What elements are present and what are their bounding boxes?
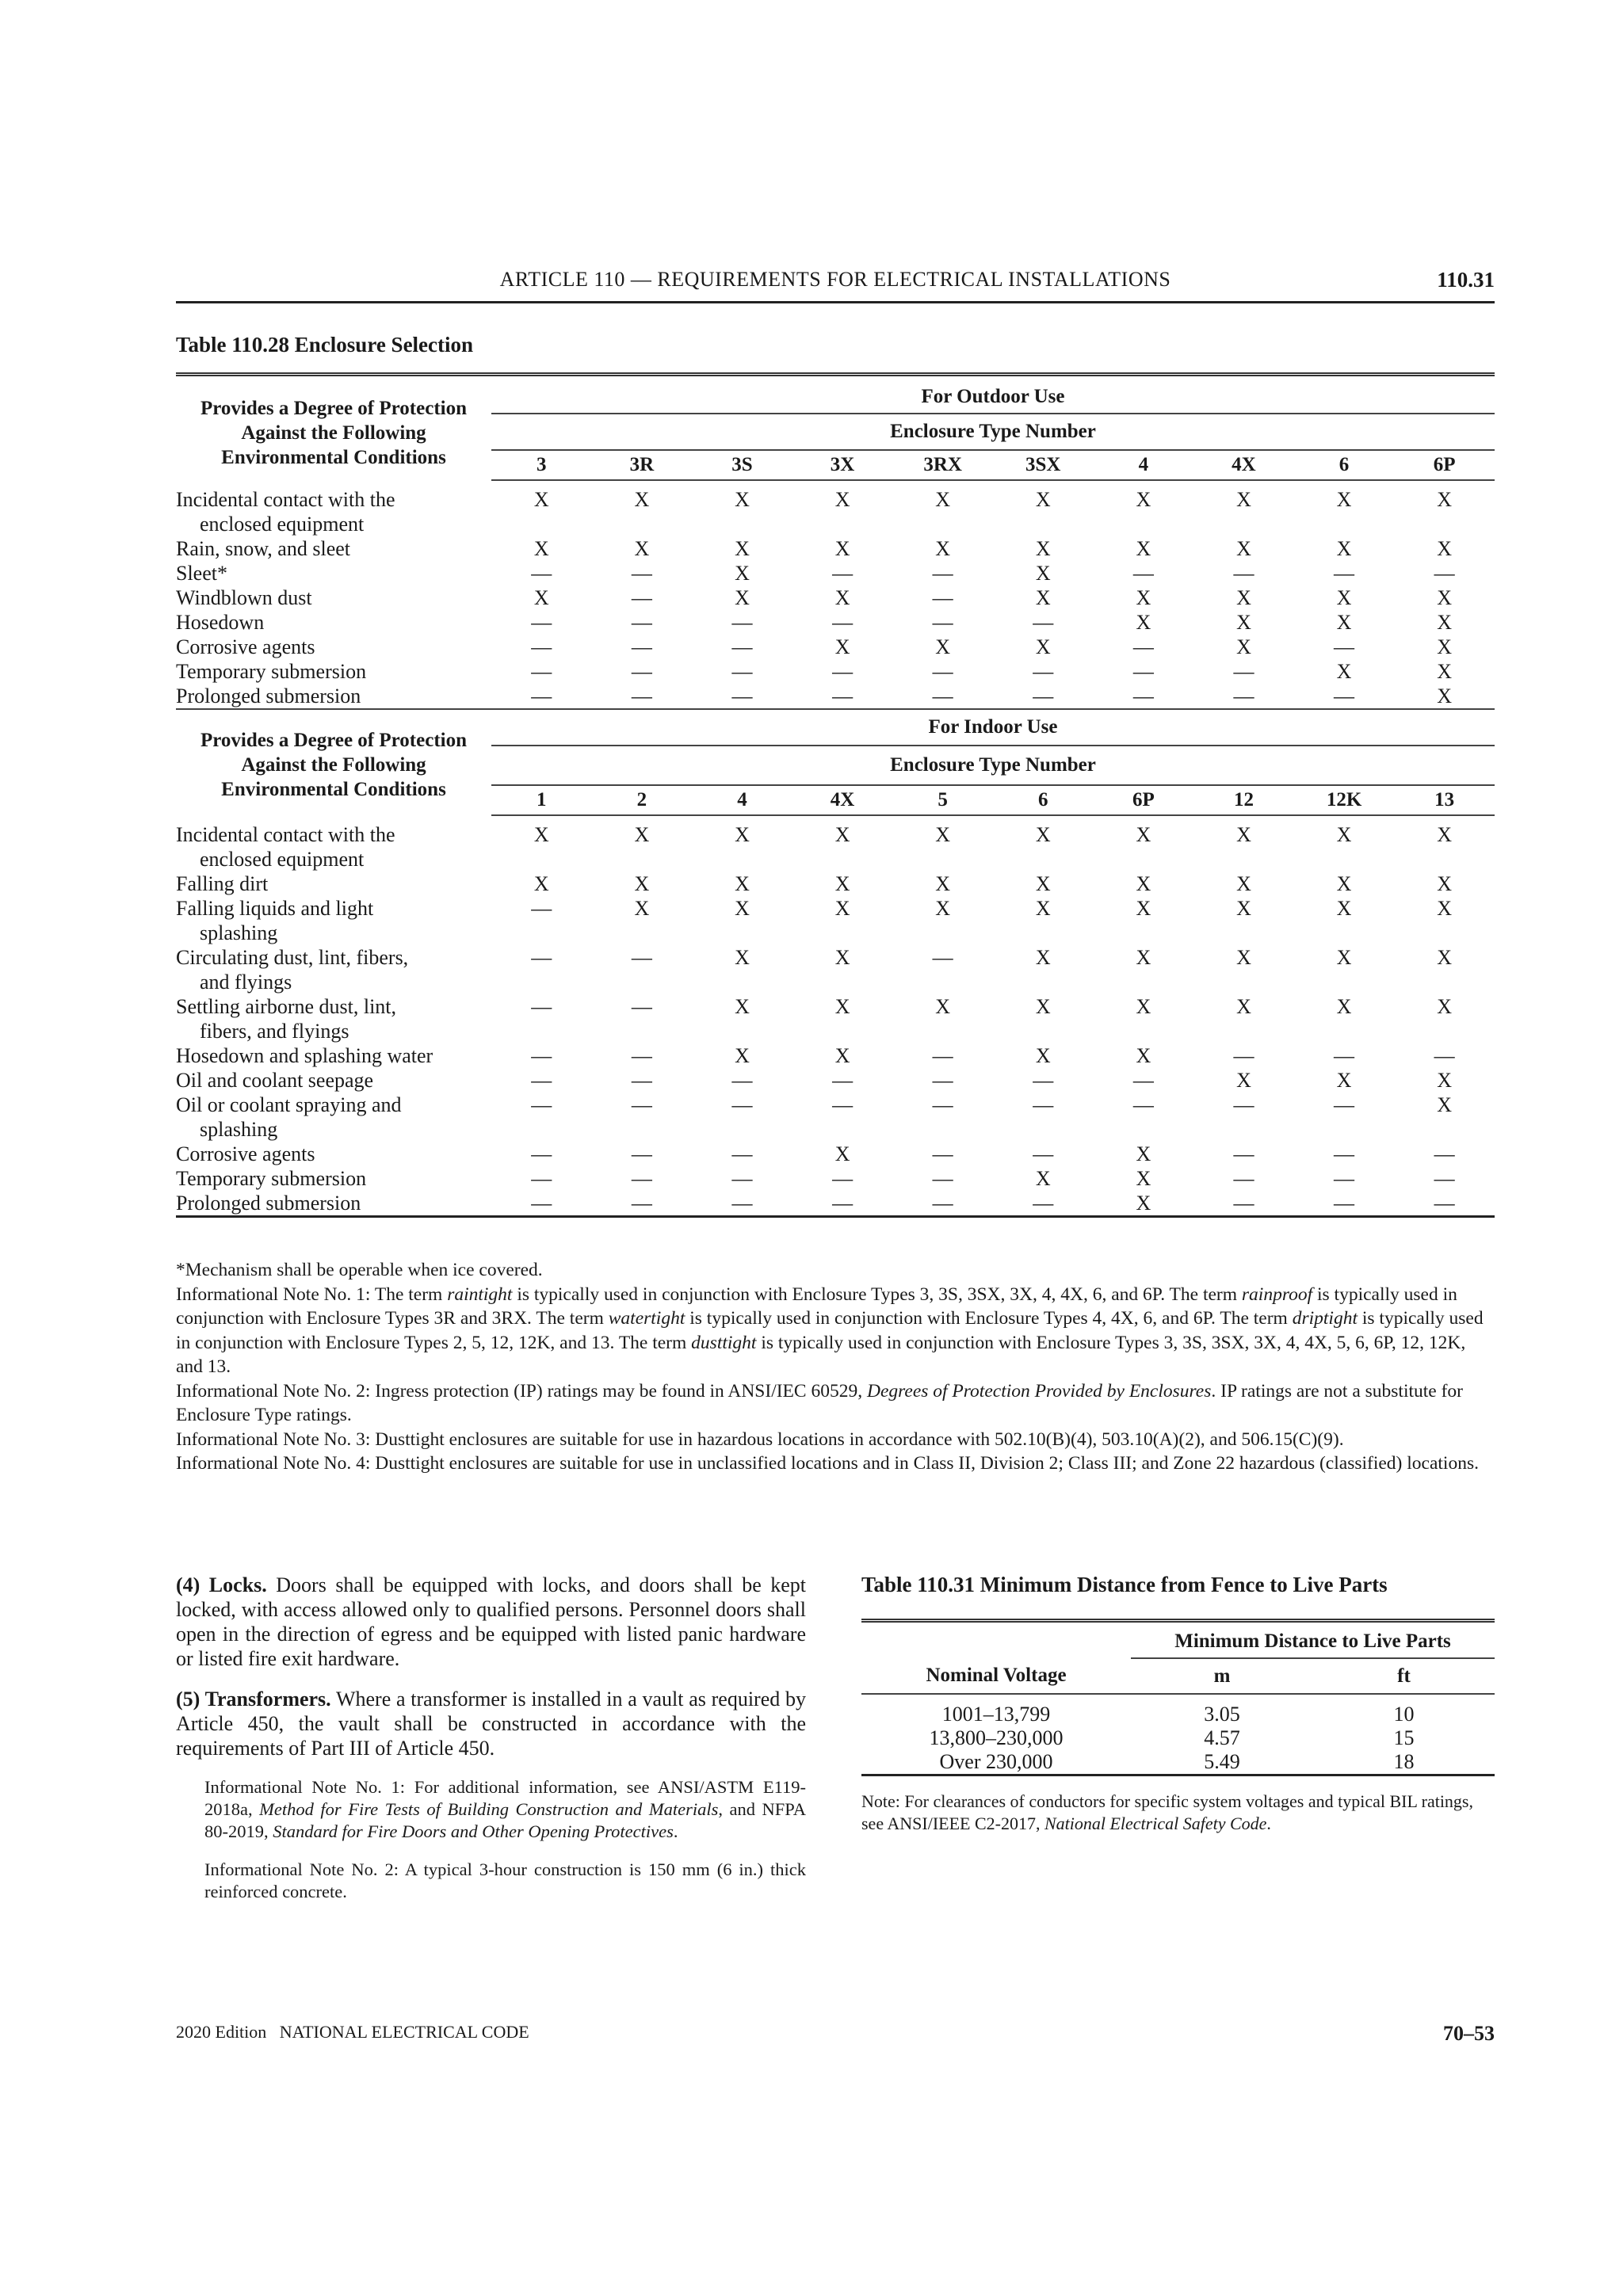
table-110-31-note: Note: For clearances of conductors for specific system voltages and typical BIL ratings, see ANSI/IEEE C2-2017, National Electrical Safety Code. <box>861 1791 1473 1833</box>
rating-cell: — <box>1094 684 1194 709</box>
rating-cell: — <box>1334 1142 1355 1165</box>
page <box>176 0 1495 2296</box>
rating-cell: — <box>631 562 652 585</box>
rating-cell: X <box>935 995 951 1018</box>
rating-cell: — <box>832 562 854 585</box>
mechanism-note: *Mechanism shall be operable when ice covered. <box>176 1260 543 1280</box>
outdoor-header-line3: Environmental Conditions <box>221 447 446 468</box>
rating-cell: — <box>1434 1142 1455 1165</box>
rating-cell: X <box>1136 586 1151 609</box>
condition-label: Temporary submersion <box>176 1167 367 1190</box>
article-title: ARTICLE 110 — REQUIREMENTS FOR ELECTRICAL INSTALLATIONS <box>499 268 1171 291</box>
rating-cell: — <box>692 1191 792 1217</box>
running-header <box>176 268 1495 303</box>
rating-cell: — <box>631 660 652 683</box>
rating-cell: X <box>1236 635 1251 658</box>
rating-cell: X <box>1437 823 1453 846</box>
outdoor-col-header: 6P <box>1394 450 1495 480</box>
indoor-header-line3: Environmental Conditions <box>221 779 446 800</box>
rating-cell: — <box>1434 1044 1455 1067</box>
table-row <box>176 1142 1495 1166</box>
rating-cell: X <box>834 897 850 920</box>
rating-cell: X <box>735 586 750 609</box>
indoor-section <box>176 709 1495 1217</box>
rating-cell: — <box>1132 635 1154 658</box>
rating-cell: — <box>832 1069 854 1092</box>
rating-cell: — <box>932 946 953 969</box>
rating-cell: — <box>631 1044 652 1067</box>
informational-note-4: Informational Note No. 4: Dusttight enclosures are suitable for use in unclassified locations and in Class II, Division 2; Class III; and Zone 22 hazardous (classified) locations. <box>176 1453 1479 1474</box>
condition-label: Hosedown and splashing water <box>176 1044 433 1067</box>
outdoor-header-line1: Provides a Degree of Protection <box>200 398 467 419</box>
rating-cell: X <box>735 1044 750 1067</box>
rating-cell: X <box>1136 1044 1151 1067</box>
condition-label: Incidental contact with the enclosed equipment <box>176 488 395 536</box>
rating-cell: — <box>631 1167 652 1190</box>
transformers-paragraph: (5) Transformers. Where a transformer is installed in a vault as required by Article 450, the vault shall be constructed in accordance with the requirements of Part III of Article 450. <box>176 1688 806 1760</box>
table-row <box>176 945 1495 994</box>
outdoor-type-header: Enclosure Type Number <box>491 414 1495 450</box>
rating-cell: — <box>932 1093 953 1116</box>
rating-cell: — <box>631 635 652 658</box>
rating-cell: X <box>935 872 951 895</box>
indoor-row-header <box>176 709 491 815</box>
condition-label: Hosedown <box>176 611 265 634</box>
rating-cell: — <box>1334 635 1355 658</box>
rating-cell: — <box>1334 1093 1355 1116</box>
indoor-col-header: 12 <box>1193 785 1294 815</box>
table-notes <box>176 1258 1495 1476</box>
rating-cell: — <box>932 660 953 683</box>
rating-cell: X <box>1336 872 1352 895</box>
rating-cell: X <box>1236 1069 1251 1092</box>
rating-cell: X <box>1336 823 1352 846</box>
rating-cell: — <box>1233 660 1254 683</box>
rating-cell: — <box>631 611 652 634</box>
outdoor-col-header: 3X <box>792 450 893 480</box>
rating-cell: X <box>634 823 650 846</box>
rating-cell: X <box>634 537 650 560</box>
rating-cell: — <box>531 1069 552 1092</box>
condition-label: Sleet* <box>176 562 227 585</box>
condition-label: Windblown dust <box>176 586 312 609</box>
rating-cell: X <box>1136 537 1151 560</box>
indoor-header-line1: Provides a Degree of Protection <box>200 730 467 751</box>
rating-cell: X <box>1035 562 1051 585</box>
indoor-group-header: For Indoor Use <box>491 709 1495 746</box>
condition-label: Falling liquids and light splashing <box>176 897 374 944</box>
rating-cell: X <box>834 586 850 609</box>
rating-cell: X <box>1236 488 1251 511</box>
rating-cell: — <box>491 1191 592 1217</box>
vault-informational-note-1: Informational Note No. 1: For additional information, see ANSI/ASTM E119-2018a, Method for Fire Tests of Building Construction and Materials, and NFPA 80-2019, Standard for Fire Doors and Other Opening Protectives. <box>204 1777 806 1841</box>
outdoor-col-header: 4 <box>1094 450 1194 480</box>
rating-cell: — <box>592 1191 693 1217</box>
table-row <box>176 635 1495 659</box>
rating-cell: — <box>1233 1167 1254 1190</box>
rating-cell: X <box>834 537 850 560</box>
nominal-voltage-header: Nominal Voltage <box>861 1658 1131 1694</box>
rating-cell: X <box>1437 1069 1453 1092</box>
enclosure-selection-table <box>176 372 1495 1218</box>
rating-cell: X <box>834 635 850 658</box>
rating-cell: X <box>1336 897 1352 920</box>
condition-label: Rain, snow, and sleet <box>176 537 350 560</box>
rating-cell: — <box>932 1044 953 1067</box>
rating-cell: X <box>1035 823 1051 846</box>
rating-cell: X <box>1035 488 1051 511</box>
outdoor-header-line2: Against the Following <box>241 422 426 444</box>
indoor-header-line2: Against the Following <box>241 754 426 776</box>
rating-cell: — <box>932 562 953 585</box>
rating-cell: X <box>1336 611 1352 634</box>
rating-cell: X <box>834 1044 850 1067</box>
rating-cell: X <box>1437 946 1453 969</box>
rating-cell: — <box>892 684 993 709</box>
rating-cell: X <box>935 823 951 846</box>
rating-cell: — <box>993 684 1094 709</box>
rating-cell: — <box>731 660 753 683</box>
locks-paragraph: (4) Locks. Doors shall be equipped with locks, and doors shall be kept locked, with access allowed only to qualified persons. Personnel doors shall open in the direction of egress and be equipped with listed panic hardware or listed fire exit hardware. <box>176 1573 806 1670</box>
rating-cell: — <box>531 946 552 969</box>
rating-cell: — <box>892 1191 993 1217</box>
rating-cell: — <box>1233 1044 1254 1067</box>
rating-cell: X <box>735 537 750 560</box>
rating-cell: X <box>735 995 750 1018</box>
rating-cell: X <box>1035 946 1051 969</box>
rating-cell: — <box>731 1093 753 1116</box>
rating-cell: — <box>531 611 552 634</box>
informational-note-2: Informational Note No. 2: Ingress protection (IP) ratings may be found in ANSI/IEC 60529, Degrees of Protection Provided by Enclosures. IP ratings are not a substitute for Enclosure Type ratings. <box>176 1380 1464 1425</box>
table-row <box>176 1093 1495 1142</box>
rating-cell: X <box>1336 488 1352 511</box>
table-row <box>176 487 1495 536</box>
outdoor-col-header: 4X <box>1193 450 1294 480</box>
indoor-col-header: 6P <box>1094 785 1194 815</box>
body-text-column <box>176 1573 806 1919</box>
table-row <box>176 1043 1495 1068</box>
rating-cell: X <box>533 823 549 846</box>
rating-cell: — <box>832 611 854 634</box>
rating-cell: X <box>1236 995 1251 1018</box>
condition-label: Incidental contact with the enclosed equipment <box>176 823 395 871</box>
table-110-28-caption: Table 110.28 Enclosure Selection <box>176 333 474 357</box>
meters-header: m <box>1131 1658 1313 1694</box>
rating-cell: — <box>932 611 953 634</box>
table-row <box>176 1191 1495 1217</box>
rating-cell: — <box>531 995 552 1018</box>
rating-cell: — <box>1394 1191 1495 1217</box>
table-row <box>176 684 1495 709</box>
outdoor-col-header: 3S <box>692 450 792 480</box>
rating-cell: — <box>531 1142 552 1165</box>
indoor-col-header: 13 <box>1394 785 1495 815</box>
indoor-col-header: 2 <box>592 785 693 815</box>
condition-label: Corrosive agents <box>176 635 315 658</box>
outdoor-col-header: 3 <box>491 450 592 480</box>
outdoor-row-header <box>176 381 491 480</box>
rating-cell: X <box>1136 872 1151 895</box>
table-row <box>176 561 1495 585</box>
informational-note-3: Informational Note No. 3: Dusttight enclosures are suitable for use in hazardous locations in accordance with 502.10(B)(4), 503.10(A)(2), and 506.15(C)(9). <box>176 1428 1344 1450</box>
informational-note-1: Informational Note No. 1: The term raintight is typically used in conjunction with Enclosure Types 3, 3S, 3SX, 3X, 4, 4X, 6, and 6P. The term rainproof is typically used in conjunction with Enclosure Types 3R and 3RX. The term watertight is typically used in conjunction with Enclosure Types 4, 4X, 6, and 6P. The term driptight is typically used in conjunction with Enclosure Types 2, 5, 12, 12K, and 13. The term dusttight is typically used in conjunction with Enclosure Types 3, 3S, 3SX, 3X, 4, 4X, 5, 6, 6P, 12, 12K, and 13. <box>176 1283 1484 1377</box>
rating-cell: X <box>834 1142 850 1165</box>
rating-cell: X <box>1437 488 1453 511</box>
rating-cell: X <box>1437 611 1453 634</box>
rating-cell: X <box>634 897 650 920</box>
rating-cell: X <box>533 586 549 609</box>
rating-cell: X <box>1394 684 1495 709</box>
rating-cell: X <box>1236 586 1251 609</box>
rating-cell: — <box>932 1167 953 1190</box>
condition-label: Oil or coolant spraying and splashing <box>176 1093 402 1141</box>
rating-cell: X <box>1336 660 1352 683</box>
indoor-col-header: 5 <box>892 785 993 815</box>
rating-cell: — <box>1033 1069 1054 1092</box>
rating-cell: X <box>1336 995 1352 1018</box>
rating-cell: X <box>1035 1044 1051 1067</box>
rating-cell: — <box>531 897 552 920</box>
fence-distance-table <box>861 1619 1495 1776</box>
rating-cell: — <box>531 1093 552 1116</box>
indoor-type-header: Enclosure Type Number <box>491 746 1495 785</box>
rating-cell: X <box>834 872 850 895</box>
rating-cell: X <box>533 872 549 895</box>
rating-cell: — <box>631 586 652 609</box>
rating-cell: X <box>1336 946 1352 969</box>
rating-cell: X <box>1336 1069 1352 1092</box>
rating-cell: — <box>731 1142 753 1165</box>
table-row: 13,800–230,000 4.57 15 <box>929 1726 1415 1749</box>
rating-cell: X <box>533 537 549 560</box>
outdoor-section <box>176 375 1495 710</box>
rating-cell: X <box>1236 946 1251 969</box>
rating-cell: X <box>735 562 750 585</box>
rating-cell: — <box>1033 660 1054 683</box>
condition-label: Falling dirt <box>176 872 269 895</box>
rating-cell: X <box>533 488 549 511</box>
rating-cell: X <box>735 946 750 969</box>
rating-cell: X <box>935 897 951 920</box>
rating-cell: — <box>1233 1142 1254 1165</box>
rating-cell: — <box>592 684 693 709</box>
rating-cell: — <box>1334 1167 1355 1190</box>
rating-cell: X <box>1035 1167 1051 1190</box>
rating-cell: X <box>1336 537 1352 560</box>
rating-cell: — <box>731 635 753 658</box>
rating-cell: — <box>792 684 893 709</box>
condition-label: Temporary submersion <box>176 660 367 683</box>
rating-cell: X <box>834 823 850 846</box>
rating-cell: X <box>1136 995 1151 1018</box>
rating-cell: — <box>731 1069 753 1092</box>
rating-cell: X <box>1437 1093 1453 1116</box>
rating-cell: X <box>1236 611 1251 634</box>
condition-label: Prolonged submersion <box>176 1191 491 1217</box>
rating-cell: — <box>1294 1191 1395 1217</box>
rating-cell: — <box>631 1142 652 1165</box>
table-row: 1001–13,799 3.05 10 <box>941 1703 1415 1726</box>
rating-cell: X <box>735 488 750 511</box>
rating-cell: X <box>735 897 750 920</box>
rating-cell: X <box>634 488 650 511</box>
rating-cell: — <box>1132 1069 1154 1092</box>
indoor-col-header: 4X <box>792 785 893 815</box>
condition-label: Settling airborne dust, lint, fibers, and flyings <box>176 995 397 1043</box>
rating-cell: X <box>1336 586 1352 609</box>
rating-cell: X <box>1236 823 1251 846</box>
indoor-col-header: 6 <box>993 785 1094 815</box>
rating-cell: — <box>631 995 652 1018</box>
table-110-31-caption: Table 110.31 Minimum Distance from Fence to Live Parts <box>861 1573 1388 1596</box>
rating-cell: — <box>531 1044 552 1067</box>
rating-cell: — <box>1233 1093 1254 1116</box>
rating-cell: — <box>1132 1093 1154 1116</box>
condition-label: Corrosive agents <box>176 1142 315 1165</box>
rating-cell: — <box>832 660 854 683</box>
table-row <box>176 610 1495 635</box>
rating-cell: X <box>1136 611 1151 634</box>
table-row <box>176 1166 1495 1191</box>
rating-cell: — <box>1033 1093 1054 1116</box>
rating-cell: X <box>1136 897 1151 920</box>
rating-cell: X <box>1437 586 1453 609</box>
indoor-col-header: 4 <box>692 785 792 815</box>
rating-cell: — <box>491 684 592 709</box>
rating-cell: — <box>932 1142 953 1165</box>
rating-cell: X <box>1437 872 1453 895</box>
indoor-col-header: 1 <box>491 785 592 815</box>
rating-cell: X <box>834 946 850 969</box>
rating-cell: — <box>531 1167 552 1190</box>
rating-cell: — <box>1033 1142 1054 1165</box>
rating-cell: X <box>1035 586 1051 609</box>
rating-cell: X <box>1136 488 1151 511</box>
rating-cell: — <box>1033 611 1054 634</box>
rating-cell: — <box>731 1167 753 1190</box>
condition-label: Circulating dust, lint, fibers, and flyings <box>176 946 409 994</box>
rating-cell: X <box>1035 872 1051 895</box>
table-row <box>176 659 1495 684</box>
rating-cell: X <box>735 823 750 846</box>
min-distance-header: Minimum Distance to Live Parts <box>1131 1626 1495 1658</box>
feet-header: ft <box>1313 1658 1495 1694</box>
rating-cell: X <box>1136 823 1151 846</box>
rating-cell: X <box>634 872 650 895</box>
table-row <box>176 822 1495 871</box>
rating-cell: — <box>1233 562 1254 585</box>
rating-cell: — <box>1132 562 1154 585</box>
rating-cell: X <box>1035 995 1051 1018</box>
rating-cell: X <box>1035 897 1051 920</box>
outdoor-col-header: 3R <box>592 450 693 480</box>
edition-label: 2020 Edition NATIONAL ELECTRICAL CODE <box>176 2022 529 2042</box>
rating-cell: — <box>531 562 552 585</box>
condition-label: Oil and coolant seepage <box>176 1069 374 1092</box>
rating-cell: X <box>834 488 850 511</box>
rating-cell: X <box>1136 1142 1151 1165</box>
rating-cell: X <box>1035 537 1051 560</box>
outdoor-col-header: 6 <box>1294 450 1395 480</box>
rating-cell: — <box>832 1093 854 1116</box>
rating-cell: — <box>932 586 953 609</box>
rating-cell: X <box>1094 1191 1194 1217</box>
rating-cell: X <box>935 488 951 511</box>
outdoor-col-header: 3SX <box>993 450 1094 480</box>
rating-cell: X <box>935 537 951 560</box>
rating-cell: — <box>932 1069 953 1092</box>
table-row <box>176 585 1495 610</box>
outdoor-group-header: For Outdoor Use <box>491 381 1495 414</box>
rating-cell: — <box>993 1191 1094 1217</box>
rating-cell: X <box>1437 635 1453 658</box>
rating-cell: X <box>1437 660 1453 683</box>
rating-cell: X <box>1437 995 1453 1018</box>
rating-cell: — <box>1434 1167 1455 1190</box>
rating-cell: X <box>1136 1167 1151 1190</box>
rating-cell: — <box>1294 684 1395 709</box>
table-row <box>176 994 1495 1043</box>
rating-cell: X <box>1035 635 1051 658</box>
rating-cell: X <box>1236 872 1251 895</box>
rating-cell: X <box>735 872 750 895</box>
rating-cell: X <box>935 635 951 658</box>
rating-cell: X <box>1236 897 1251 920</box>
page-number: 70–53 <box>1443 2022 1495 2045</box>
table-row: Over 230,000 5.49 18 <box>861 1750 1495 1775</box>
table-row <box>176 871 1495 896</box>
rating-cell: — <box>1334 562 1355 585</box>
rating-cell: — <box>692 684 792 709</box>
rating-cell: — <box>832 1167 854 1190</box>
rating-cell: X <box>1136 946 1151 969</box>
rating-cell: — <box>631 1069 652 1092</box>
rating-cell: — <box>1132 660 1154 683</box>
rating-cell: X <box>834 995 850 1018</box>
rating-cell: — <box>1193 684 1294 709</box>
table-row <box>176 896 1495 945</box>
rating-cell: — <box>631 1093 652 1116</box>
rating-cell: — <box>531 660 552 683</box>
table-row <box>176 536 1495 561</box>
rating-cell: X <box>1437 897 1453 920</box>
rating-cell: — <box>631 946 652 969</box>
rating-cell: — <box>531 635 552 658</box>
rating-cell: X <box>1236 537 1251 560</box>
rating-cell: — <box>792 1191 893 1217</box>
indoor-col-header: 12K <box>1294 785 1395 815</box>
rating-cell: — <box>1434 562 1455 585</box>
rating-cell: — <box>1334 1044 1355 1067</box>
rating-cell: X <box>1437 537 1453 560</box>
condition-label: Prolonged submersion <box>176 684 491 709</box>
rating-cell: — <box>731 611 753 634</box>
vault-informational-note-2: Informational Note No. 2: A typical 3-hour construction is 150 mm (6 in.) thick reinforced concrete. <box>204 1859 806 1901</box>
table-row <box>176 1068 1495 1093</box>
section-number: 110.31 <box>1437 268 1495 292</box>
rating-cell: — <box>1193 1191 1294 1217</box>
outdoor-col-header: 3RX <box>892 450 993 480</box>
